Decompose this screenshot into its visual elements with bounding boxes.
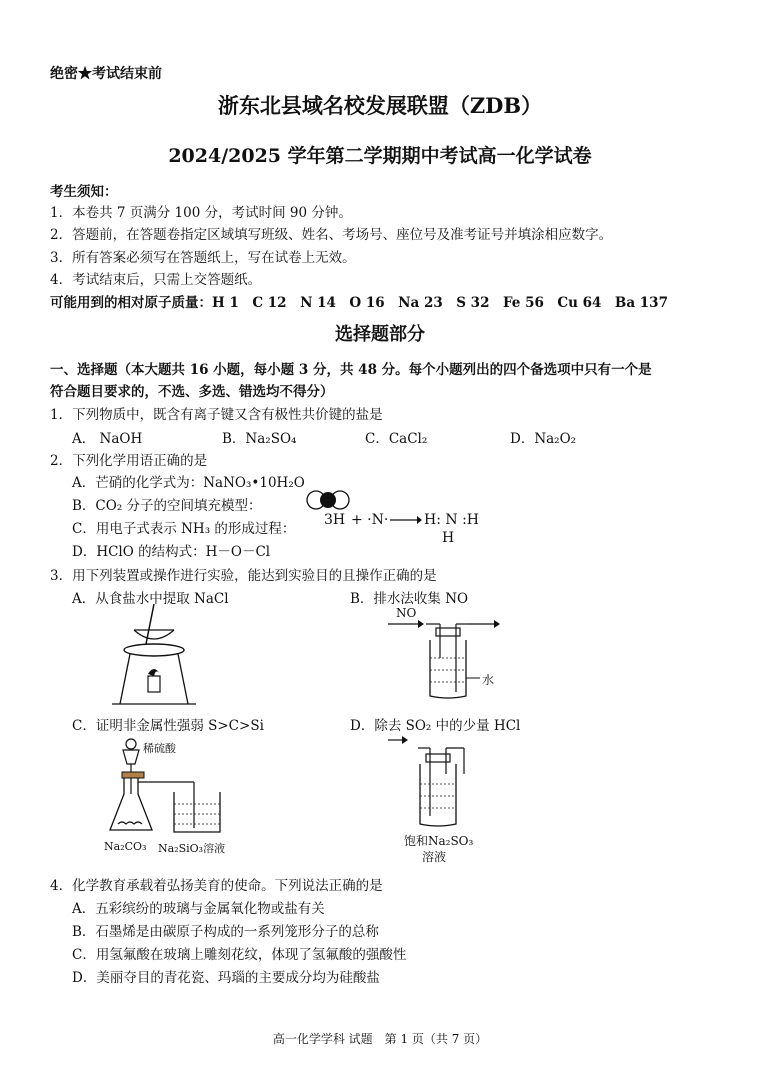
q1-option-c: C．CaCl₂ [365,431,428,447]
q3-option-d: D．除去 SO₂ 中的少量 HCl [350,718,521,734]
atomic-masses: 可能用到的相对原子质量：H 1 C 12 N 14 O 16 Na 23 S 32 Fe 56 Cu 64 Ba 137 [50,295,668,311]
q1-option-b: B．Na₂SO₄ [222,431,297,447]
q1-option-d: D．Na₂O₂ [510,431,577,447]
q4-stem: 4．化学教育承载着弘扬美育的使命。下列说法正确的是 [50,878,383,894]
q4-option-a: A．五彩缤纷的玻璃与金属氧化物或盐有关 [72,901,325,917]
nh3-formation-left: 3H [324,512,346,528]
q2-option-b: B．CO₂ 分子的空间填充模型： [72,498,262,514]
nh3-formation-right: H: N :H [424,512,480,528]
q4-option-b: B．石墨烯是由碳原子构成的一系列笼形分子的总称 [72,924,379,940]
acid-flask-apparatus [108,736,228,836]
notice-heading: 考生须知： [50,184,118,200]
apparatus-c-left-label: Na₂CO₃ [104,840,147,853]
q4-option-c: C．用氢氟酸在玻璃上雕刻花纹，体现了氢氟酸的强酸性 [72,947,407,963]
evaporation-apparatus [112,604,202,708]
co2-space-filling-model [304,489,354,511]
gas-washing-bottle [388,734,488,830]
confidential-mark: 绝密★考试结束前 [50,66,162,82]
q1-option-a: A． NaOH [72,431,143,447]
exam-subtitle: 2024/2025 学年第二学期期中考试高一化学试卷 [168,145,592,167]
notice-item-3: 3．所有答案必须写在答题纸上，写在试卷上无效。 [50,250,356,266]
reaction-arrow [390,514,422,526]
q3-stem: 3．用下列装置或操作进行实验，能达到实验目的且操作正确的是 [50,568,437,584]
apparatus-c-acid-label: 稀硫酸 [143,742,176,755]
section-title: 选择题部分 [335,324,425,345]
q2-stem: 2．下列化学用语正确的是 [50,453,208,469]
exam-title: 浙东北县域名校发展联盟（ZDB） [217,93,543,118]
apparatus-b-water-label: 水 [482,673,495,687]
q3-option-b: B．排水法收集 NO [350,591,469,607]
q2-option-a: A．芒硝的化学式为：NaNO₃•10H₂O [72,475,305,491]
q1-stem: 1．下列物质中，既含有离子键又含有极性共价键的盐是 [50,407,383,423]
apparatus-b-gas-label: NO [396,606,417,620]
apparatus-d-label-line1: 饱和Na₂SO₃ [404,834,474,848]
notice-item-2: 2．答题前，在答题卷指定区域填写班级、姓名、考场号、座位号及准考证号并填涂相应数字。 [50,227,613,243]
section-intro-line1: 一、选择题（本大题共 16 小题，每小题 3 分，共 48 分。每个小题列出的四个备选项中只有一个是 [50,362,652,378]
q3-option-c: C．证明非金属性强弱 S>C>Si [72,718,264,734]
q4-option-d: D．美丽夺目的青花瓷、玛瑙的主要成分均为硅酸盐 [72,970,380,986]
q2-option-d: D．HClO 的结构式：H－O－Cl [72,544,271,560]
section-intro-line2: 符合题目要求的，不选、多选、错选均不得分） [50,384,334,400]
nh3-formation-h: H [442,530,455,546]
q3-option-a: A．从食盐水中提取 NaCl [72,591,229,607]
q2-option-c: C．用电子式表示 NH₃ 的形成过程： [72,521,296,537]
page-footer: 高一化学学科 试题 第 1 页（共 7 页） [272,1032,488,1046]
notice-item-1: 1．本卷共 7 页满分 100 分，考试时间 90 分钟。 [50,205,352,221]
apparatus-d-label-line2: 溶液 [422,850,447,864]
apparatus-c-right-label: Na₂SiO₃溶液 [158,842,226,855]
notice-item-4: 4．考试结束后，只需上交答题纸。 [50,272,262,288]
nh3-formation-mid: + ·N· [351,512,389,528]
